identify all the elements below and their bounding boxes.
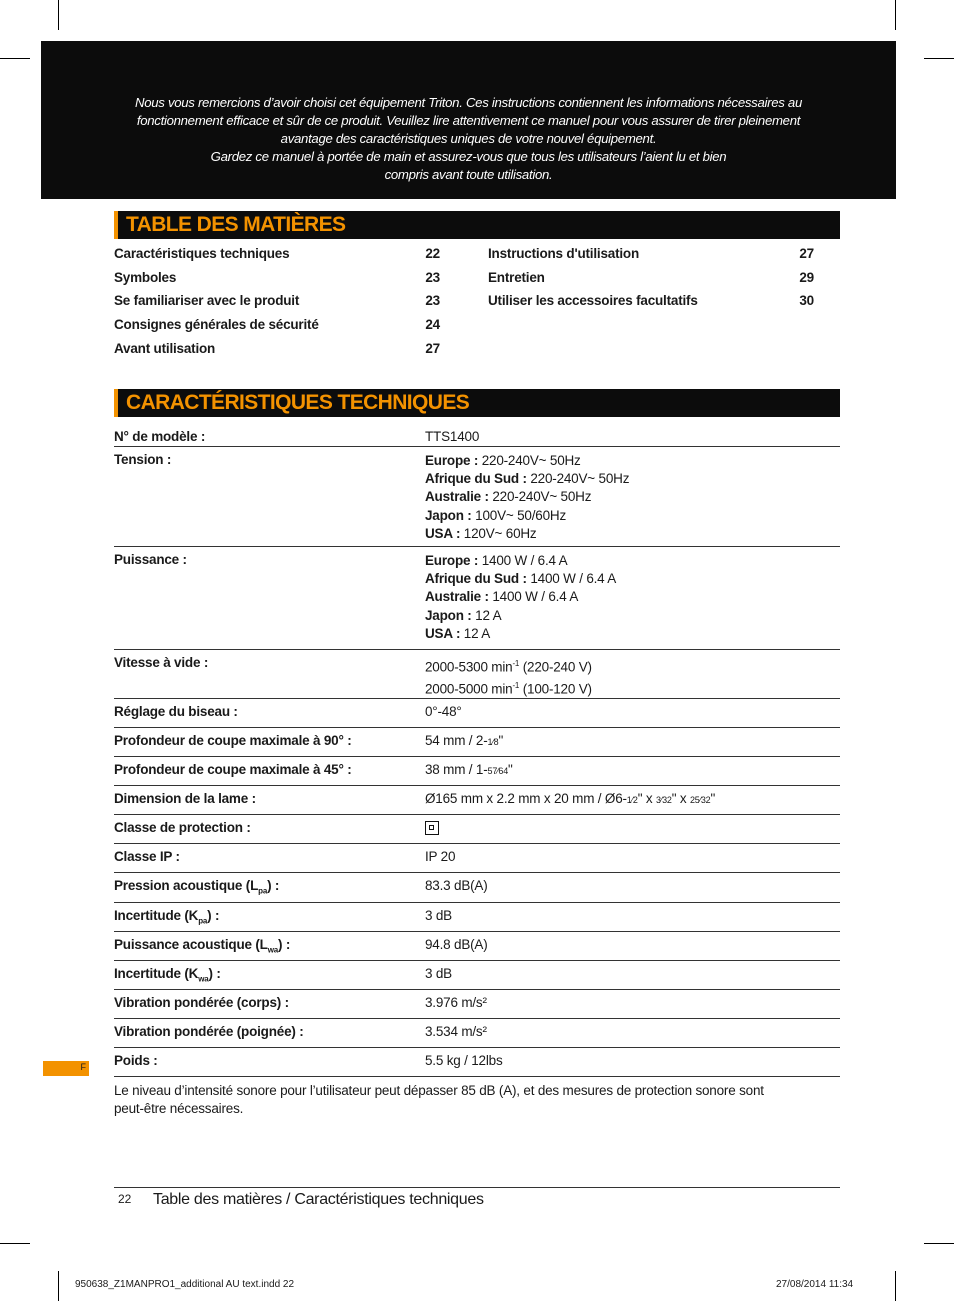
- spec-row-poids: Poids : 5.5 kg / 12lbs: [114, 1048, 840, 1077]
- spec-row-prof90: Profondeur de coupe maximale à 90° : 54 mm / 2-1⁄8": [114, 728, 840, 757]
- spec-row-vibration-corps: Vibration pondérée (corps) : 3.976 m/s²: [114, 990, 840, 1019]
- crop-mark: [924, 1243, 954, 1244]
- spec-row-tension: Tension : Europe : 220-240V~ 50Hz Afrique du Sud : 220-240V~ 50Hz Australie : 220-240V~ 50Hz Japon : 100V~ 50/60Hz USA : 120V~ 60Hz: [114, 447, 840, 547]
- print-slug-file: 950638_Z1MANPRO1_additional AU text.indd 22: [75, 1279, 295, 1290]
- toc-entry[interactable]: Instructions d'utilisation 27: [488, 246, 814, 261]
- spec-row-pression: Pression acoustique $(L_{pa})$ : 83.3 dB(A): [114, 873, 840, 903]
- toc-left-column: [114, 244, 440, 362]
- crop-mark: [0, 58, 30, 59]
- spec-table: [114, 424, 840, 1077]
- toc-header: [114, 211, 840, 239]
- spec-row-vibration-poignee: Vibration pondérée (poignée) : 3.534 m/s²: [114, 1019, 840, 1048]
- spec-row-vitesse: Vitesse à vide : 2000-5300 $\min^{-1} (220-240$ V) 2000-5000 $\min^{-1} (100-120$ V): [114, 650, 840, 699]
- toc-right-column: [488, 244, 814, 315]
- spec-row-biseau: Réglage du biseau : 0°-48°: [114, 699, 840, 728]
- noise-note: Le niveau d’intensité sonore pour l’utilisateur peut dépasser 85 dB (A), et des mesures de protection sonore sont peut-être nécessaires.: [114, 1083, 764, 1116]
- double-insulation-icon: [425, 821, 439, 835]
- specs-title: CARACTÉRISTIQUES TECHNIQUES: [126, 391, 470, 414]
- toc-entry[interactable]: Entretien 29: [488, 269, 814, 285]
- toc-title: TABLE DES MATIÈRES: [126, 213, 346, 236]
- page-number: 22: [118, 1192, 132, 1206]
- crop-mark: [924, 58, 954, 59]
- footer-divider: [114, 1187, 840, 1188]
- language-tab: F: [43, 1061, 89, 1076]
- toc-entry[interactable]: Utiliser les accessoires facultatifs 30: [488, 293, 814, 309]
- toc-entry[interactable]: Avant utilisation 27: [114, 340, 440, 356]
- spec-row-lame: Dimension de la lame : Ø165 mm x 2.2 mm x 20 mm / Ø6-1⁄2" x 3⁄32" x 25⁄32": [114, 786, 840, 815]
- spec-row-incertitude-wa: Incertitude $(K_{wa})$ : 3 dB: [114, 961, 840, 990]
- crop-mark: [58, 1271, 59, 1301]
- specs-header: [114, 389, 840, 417]
- toc-entry[interactable]: Caractéristiques techniques 22: [114, 246, 440, 261]
- toc-entry[interactable]: Symboles 23: [114, 269, 440, 285]
- crop-mark: [0, 1243, 30, 1244]
- spec-row-ip: Classe IP : IP 20: [114, 844, 840, 873]
- spec-row-prof45: Profondeur de coupe maximale à 45° : 38 mm / 1-57⁄64": [114, 757, 840, 786]
- spec-row-incertitude-pa: Incertitude $(K_{pa})$ : 3 dB: [114, 903, 840, 932]
- crop-mark: [58, 0, 59, 30]
- crop-mark: [895, 1271, 896, 1301]
- toc-entry[interactable]: Consignes générales de sécurité 24: [114, 317, 440, 333]
- spec-row-puissance-acoustique: Puissance acoustique $(L_{wa})$ : 94.8 dB(A): [114, 932, 840, 961]
- footer-title: Table des matières / Caractéristiques techniques: [153, 1191, 484, 1208]
- toc-entry[interactable]: Se familiariser avec le produit 23: [114, 293, 440, 309]
- intro-banner: [41, 41, 896, 199]
- crop-mark: [895, 0, 896, 30]
- intro-text: Nous vous remercions d’avoir choisi cet équipement Triton. Ces instructions contiennent les informations nécessaires au fonctionnement efficace et sûr de ce produit. Veuillez lire attentivement ce manuel pour vous assurer de tirer pleinement avantage des caractéristiques uniques de votre nouvel équipement. Gardez ce manuel à portée de main et assurez-vous que tous les utilisateurs l’aient lu et bien compris avant toute utilisation.: [135, 95, 802, 182]
- spec-row-model: N° de modèle : TTS1400: [114, 424, 840, 447]
- spec-row-puissance: Puissance : Europe : 1400 W / 6.4 A Afrique du Sud : 1400 W / 6.4 A Australie : 1400 W / 6.4 A Japon : 12 A USA : 12 A: [114, 547, 840, 650]
- spec-row-classe-protection: Classe de protection :: [114, 815, 840, 844]
- print-slug-date: 27/08/2014 11:34: [776, 1279, 854, 1290]
